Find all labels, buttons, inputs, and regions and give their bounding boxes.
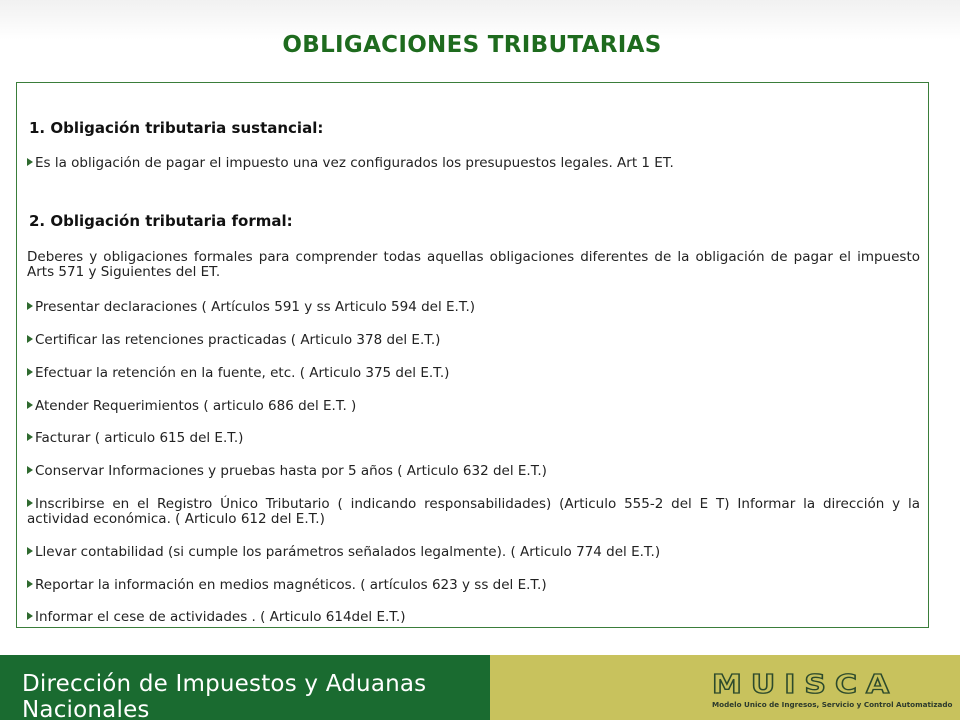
list-item [27, 464, 920, 479]
arrow-bullet-icon [27, 335, 33, 343]
page-title: OBLIGACIONES TRIBUTARIAS [282, 32, 662, 58]
list-item-text: Efectuar la retención en la fuente, etc. ( Articulo 375 del E.T.) [35, 365, 450, 381]
footer-green-band [0, 655, 490, 723]
list-item-text: Presentar declaraciones ( Artículos 591 y ss Articulo 594 del E.T.) [35, 299, 476, 315]
list-item [27, 578, 920, 593]
arrow-bullet-icon [27, 547, 33, 555]
arrow-bullet-icon [27, 368, 33, 376]
heading-sustancial: 1. Obligación tributaria sustancial: [29, 119, 324, 137]
list-item [27, 431, 920, 446]
formal-intro: Deberes y obligaciones formales para comprender todas aquellas obligaciones diferentes de la obligación de pagar el impuesto Arts 571 y Siguientes del ET. [27, 249, 920, 280]
list-item [27, 610, 920, 625]
logo-word: MUISCA [712, 670, 899, 700]
arrow-bullet-icon [27, 401, 33, 409]
arrow-bullet-icon [27, 158, 33, 166]
list-item-text: Facturar ( articulo 615 del E.T.) [35, 430, 244, 446]
content-box [16, 82, 929, 628]
logo-wordmark [712, 670, 898, 700]
arrow-bullet-icon [27, 302, 33, 310]
list-item-text: Inscribirse en el Registro Único Tributario ( indicando responsabilidades) (Articulo 555-2 del E T) Informar la dirección y la actividad económica. ( Articulo 612 del E.T.) [27, 496, 920, 527]
footer-entity-name: Dirección de Impuestos y Aduanas Nacionales [22, 671, 427, 723]
list-item-text: Atender Requerimientos ( articulo 686 del E.T. ) [35, 398, 357, 414]
arrow-bullet-icon [27, 433, 33, 441]
bullet-text: Es la obligación de pagar el impuesto una vez configurados los presupuestos legales. Art 1 ET. [35, 155, 674, 171]
list-item [27, 333, 920, 348]
list-item-text: Reportar la información en medios magnéticos. ( artículos 623 y ss del E.T.) [35, 577, 547, 593]
list-item [27, 497, 920, 527]
arrow-bullet-icon [27, 499, 33, 507]
list-item [27, 366, 920, 381]
arrow-bullet-icon [27, 612, 33, 620]
heading-formal: 2. Obligación tributaria formal: [29, 212, 293, 230]
list-item-text: Conservar Informaciones y pruebas hasta por 5 años ( Articulo 632 del E.T.) [35, 463, 547, 479]
list-item-text: Llevar contabilidad (si cumple los parámetros señalados legalmente). ( Articulo 774 del E.T.) [35, 544, 661, 560]
arrow-bullet-icon [27, 466, 33, 474]
list-item [27, 399, 920, 414]
list-item [27, 545, 920, 560]
logo-subtitle: Modelo Unico de Ingresos, Servicio y Control Automatizado [712, 700, 953, 709]
arrow-bullet-icon [27, 580, 33, 588]
list-item [27, 300, 920, 315]
bullet-sustancial [27, 156, 920, 171]
list-item-text: Certificar las retenciones practicadas ( Articulo 378 del E.T.) [35, 332, 441, 348]
list-item-text: Informar el cese de actividades . ( Articulo 614del E.T.) [35, 609, 406, 625]
muisca-logo [712, 670, 953, 716]
